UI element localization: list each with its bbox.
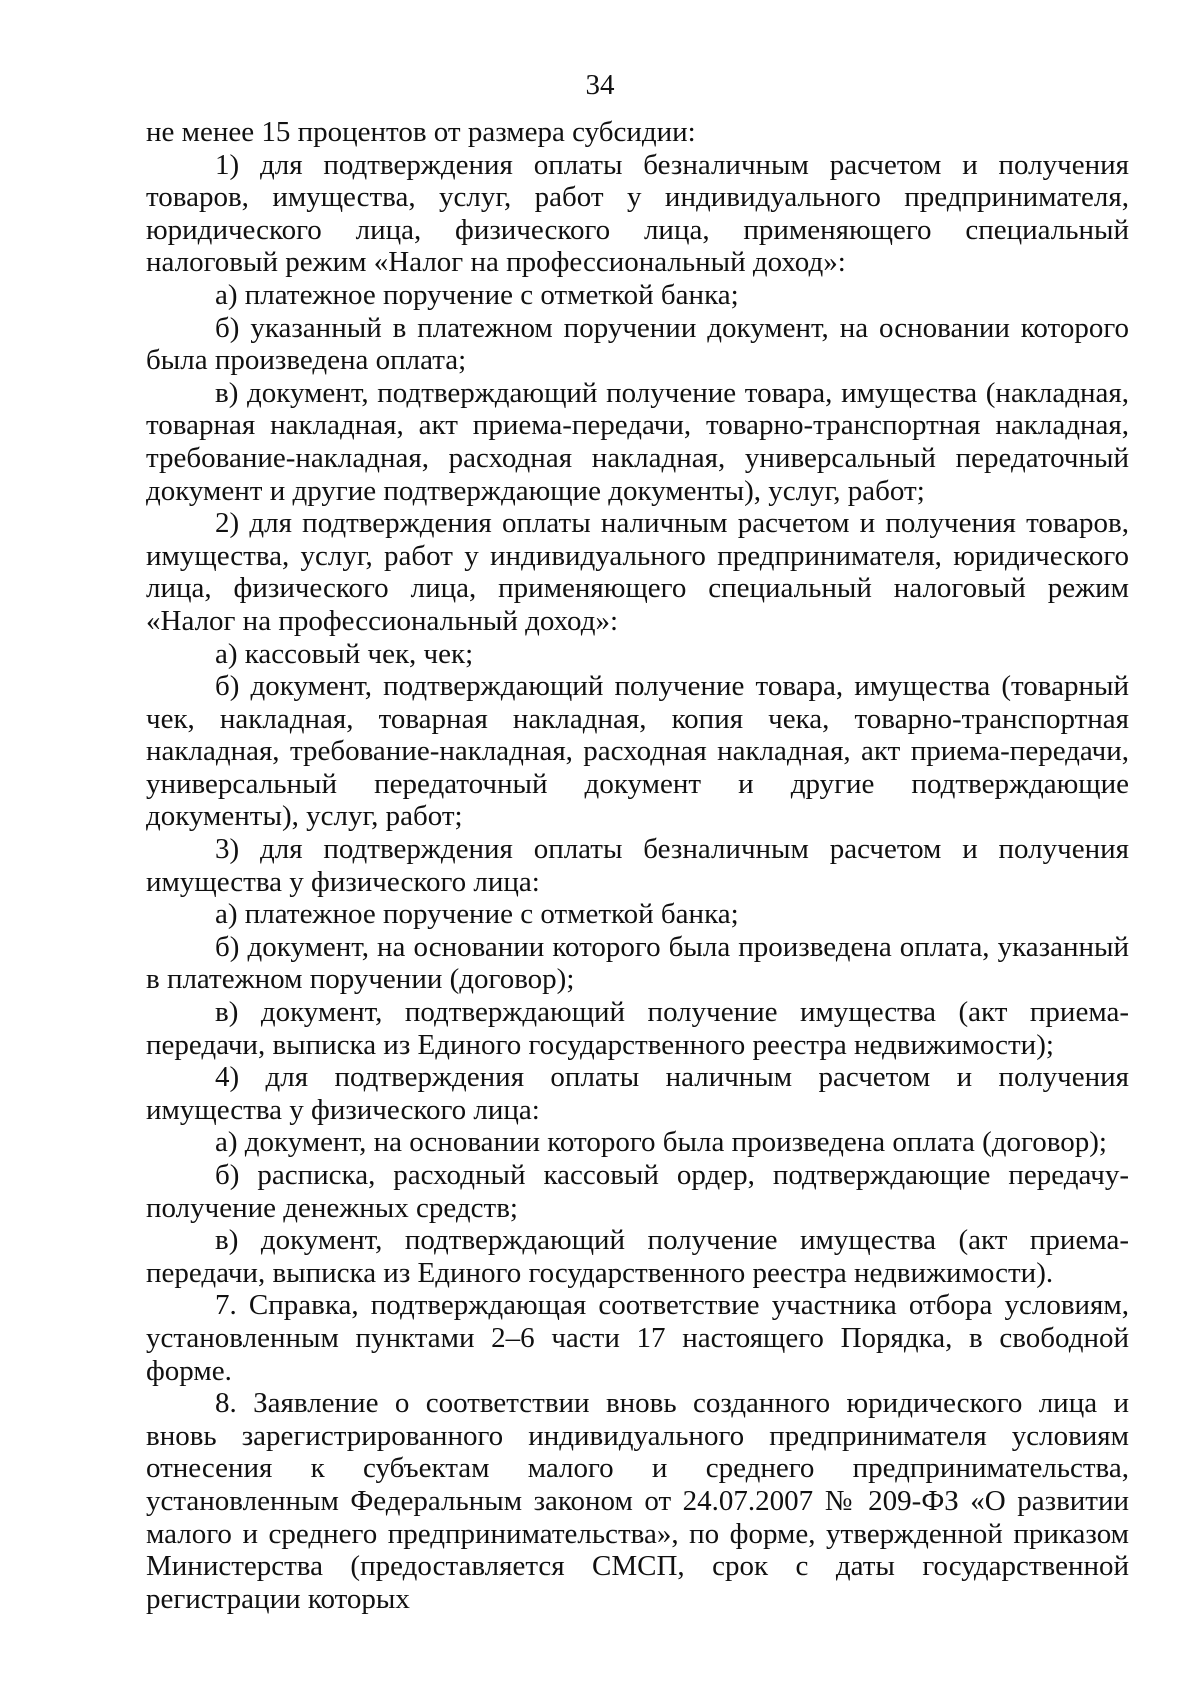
paragraph-item-3: 3) для подтверждения оплаты безналичным расчетом и получения имущества у физического лица: [146, 833, 1129, 898]
paragraph-continuation: не менее 15 процентов от размера субсидии: [146, 116, 696, 148]
paragraph-item-1b: б) указанный в платежном поручении документ, на основании которого была произведена оплата; [146, 311, 1129, 377]
paragraph-item-2: 2) для подтверждения оплаты наличным расчетом и получения товаров, имущества, услуг, работ у индивидуального предпринимателя, юридического лица, физического лица, применяющего специальный налоговый режим «Налог на профессиональный доход»: [146, 507, 1129, 637]
paragraph-item-1v: в) документ, подтверждающий получение товара, имущества (накладная, товарная накладная, акт приема-передачи, товарно-транспортная накладная, требование-накладная, расходная накладная, универсальный передаточный документ и другие подтверждающие документы), услуг, работ; [146, 376, 1129, 507]
paragraph-item-3v: в) документ, подтверждающий получение имущества (акт приема-передачи, выписка из Единого государственного реестра недвижимости); [146, 996, 1129, 1061]
paragraph-item-1a: а) платежное поручение с отметкой банка; [215, 278, 739, 311]
paragraph-section-8: 8. Заявление о соответствии вновь созданного юридического лица и вновь зарегистрированного индивидуального предпринимателя условиям отнесения к субъектам малого и среднего предпринимательства, установленным Федеральным законом от 24.07.2007 № 209-ФЗ «О развитии малого и среднего предпринимательства», по форме, утвержденной приказом Министерства (предоставляется СМСП, срок с даты государственной регистрации которых [146, 1387, 1129, 1615]
document-body [146, 116, 1129, 1615]
paragraph-item-3a: а) платежное поручение с отметкой банка; [215, 898, 739, 931]
paragraph-item-3b: б) документ, на основании которого была произведена оплата, указанный в платежном поручении (договор); [146, 930, 1129, 996]
paragraph-item-4: 4) для подтверждения оплаты наличным расчетом и получения имущества у физического лица: [146, 1061, 1129, 1126]
paragraph-item-4b: б) расписка, расходный кассовый ордер, подтверждающие передачу-получение денежных средств; [146, 1159, 1129, 1224]
paragraph-item-2b: б) документ, подтверждающий получение товара, имущества (товарный чек, накладная, товарная накладная, копия чека, товарно-транспортная накладная, требование-накладная, расходная накладная, акт приема-передачи, универсальный передаточный документ и другие подтверждающие документы), услуг, работ; [146, 670, 1129, 833]
paragraph-item-2a: а) кассовый чек, чек; [215, 637, 474, 670]
paragraph-item-1: 1) для подтверждения оплаты безналичным расчетом и получения товаров, имущества, услуг, работ у индивидуального предпринимателя, юридического лица, физического лица, применяющего специальный налоговый режим «Налог на профессиональный доход»: [146, 148, 1129, 279]
paragraph-section-7: 7. Справка, подтверждающая соответствие участника отбора условиям, установленным пунктами 2–6 части 17 настоящего Порядка, в свободной форме. [146, 1289, 1129, 1387]
page-number: 34 [585, 69, 615, 101]
paragraph-item-4a: а) документ, на основании которого была произведена оплата (договор); [215, 1126, 1107, 1159]
paragraph-item-4v: в) документ, подтверждающий получение имущества (акт приема-передачи, выписка из Единого государственного реестра недвижимости). [146, 1224, 1129, 1289]
